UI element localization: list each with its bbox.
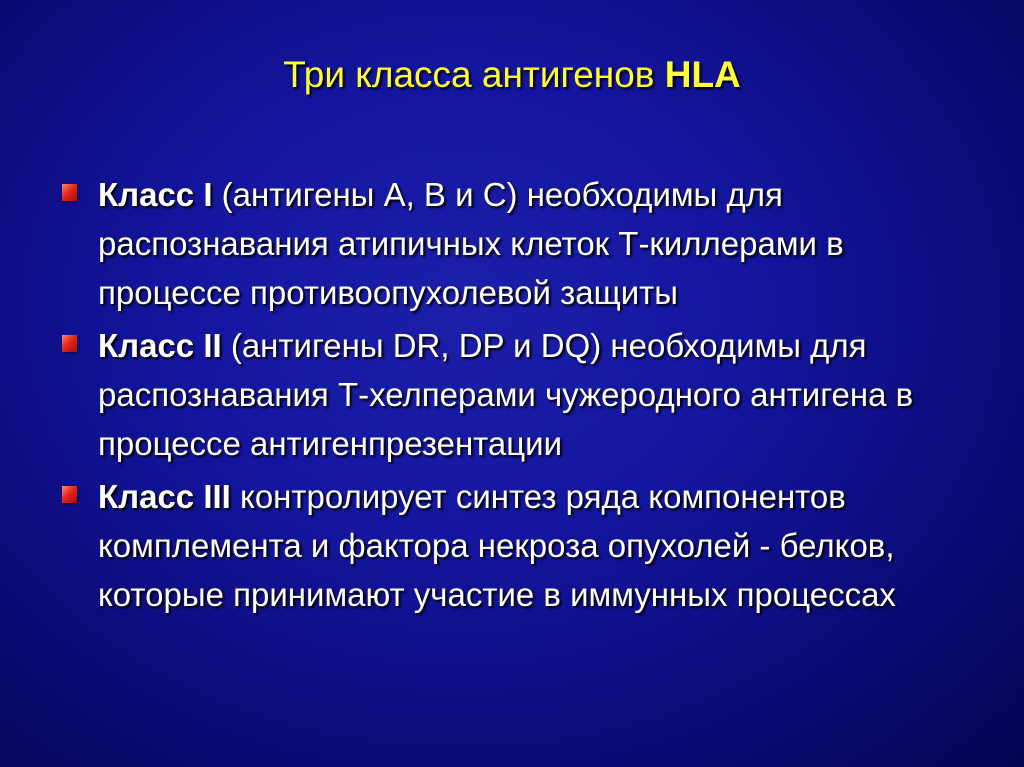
square-bullet-icon <box>62 335 77 352</box>
bullet-text <box>98 321 986 468</box>
slide-title-bold: HLA <box>664 54 741 95</box>
bullet-text <box>98 170 986 317</box>
square-bullet-icon <box>62 486 77 503</box>
bullet-lead: Класс I <box>98 176 213 213</box>
slide-title-text: Три класса антигенов <box>283 54 665 95</box>
bullet-lead: Класс II <box>98 327 222 364</box>
bullet-item-class-3 <box>56 472 986 619</box>
bullet-body: (антигены А, В и С) необходимы для распознавания атипичных клеток Т-киллерами в процессе противоопухолевой защиты <box>98 176 844 311</box>
bullet-text <box>98 472 986 619</box>
bullet-item-class-1 <box>56 170 986 317</box>
square-bullet-icon <box>62 184 77 201</box>
slide-title <box>0 52 1024 98</box>
bullet-lead: Класс III <box>98 478 231 515</box>
bullet-body: (антигены DR, DP и DQ) необходимы для распознавания Т-хелперами чужеродного антигена в процессе антигенпрезентации <box>98 327 914 462</box>
bullet-item-class-2 <box>56 321 986 468</box>
bullet-list <box>56 170 986 623</box>
bullet-body: контролирует синтез ряда компонентов комплемента и фактора некроза опухолей - белков, которые принимают участие в иммунных процессах <box>98 478 896 613</box>
